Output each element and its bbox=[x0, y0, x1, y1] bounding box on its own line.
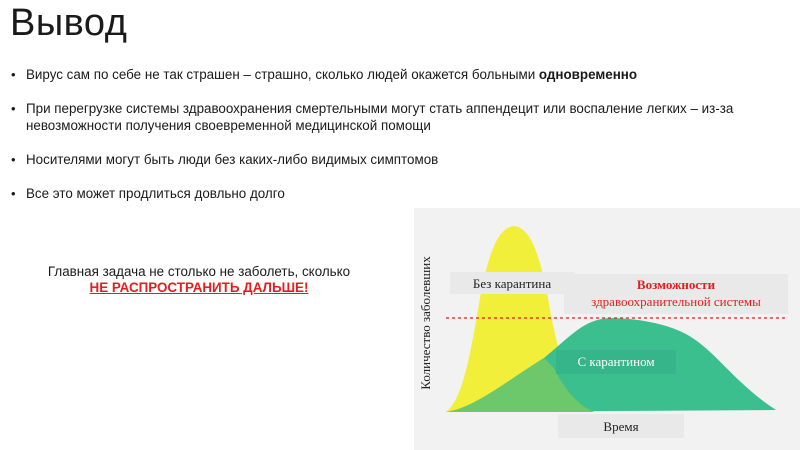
capacity-label-line2: здравоохранительной системы bbox=[591, 294, 761, 309]
label-quarantine: С карантином bbox=[577, 354, 655, 369]
bullet-text: Носителями могут быть люди без каких-либо видимых симптомов bbox=[26, 152, 439, 167]
bullet-item bbox=[10, 185, 770, 202]
bullet-text: Вирус сам по себе не так страшен – страшно, сколько людей окажется больными bbox=[26, 67, 539, 82]
bullet-text: При перегрузке системы здравоохранения смертельными могут стать аппендецит или воспаление легких – из-за невозможности получения своевременной медицинской помощи bbox=[26, 101, 734, 133]
capacity-label-line1: Возможности bbox=[636, 277, 716, 292]
bullet-item bbox=[10, 151, 770, 168]
bullet-dot-icon: • bbox=[11, 186, 16, 201]
axis-label-x: Время bbox=[603, 419, 639, 434]
main-task-text: Главная задача не столько не заболеть, сколько bbox=[47, 264, 351, 279]
bullet-item bbox=[10, 66, 770, 83]
flatten-curve-diagram bbox=[414, 208, 800, 450]
bullet-dot-icon: • bbox=[11, 152, 16, 167]
bullet-bold-text: одновременно bbox=[538, 67, 638, 82]
bullet-dot-icon: • bbox=[11, 101, 16, 116]
axis-label-y: Количество заболевших bbox=[418, 256, 433, 390]
main-task-emphasis: НЕ РАСПРОСТРАНИТЬ ДАЛЬШЕ! bbox=[89, 280, 309, 295]
bullet-item bbox=[10, 100, 770, 134]
diagram-svg bbox=[414, 208, 800, 450]
label-no-quarantine: Без карантина bbox=[472, 276, 552, 291]
bullet-list bbox=[10, 66, 770, 219]
bullet-text: Все это может продлиться довльно долго bbox=[26, 186, 285, 201]
bullet-dot-icon: • bbox=[11, 67, 16, 82]
slide-title: Вывод bbox=[10, 2, 128, 44]
main-task-callout bbox=[24, 264, 374, 296]
